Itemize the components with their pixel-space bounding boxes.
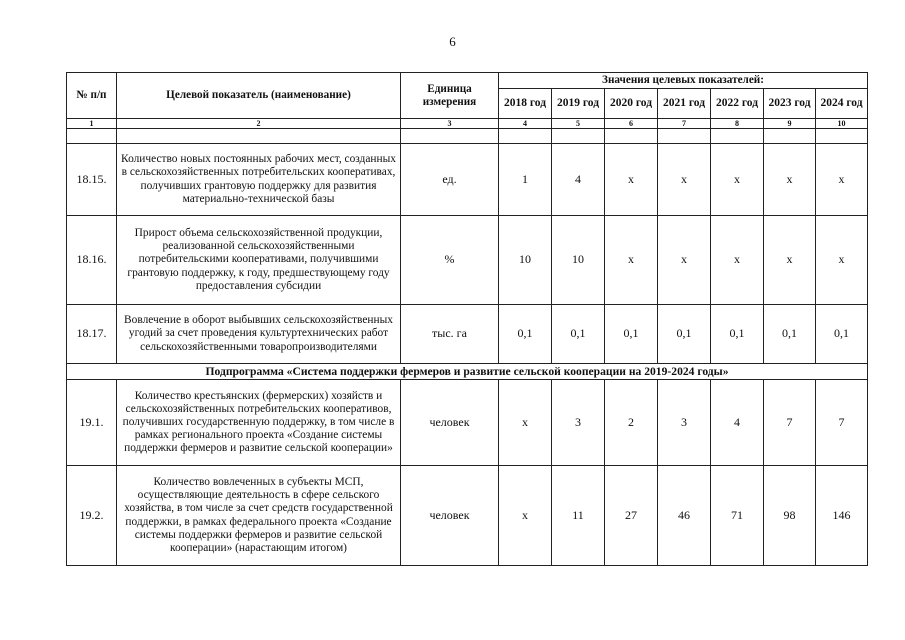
- header-unit: Единица измерения: [401, 73, 499, 119]
- value-cell: 46: [658, 466, 711, 566]
- value-cell: x: [816, 216, 868, 305]
- column-number: 3: [401, 119, 499, 129]
- row-number: 18.15.: [67, 144, 117, 216]
- value-cell: x: [499, 466, 552, 566]
- value-cell: x: [658, 144, 711, 216]
- indicator-name: Количество новых постоянных рабочих мест, созданных в сельскохозяйственных потребительских кооперативах, получивших грантовую поддержку для развития материально-технической базы: [117, 144, 401, 216]
- table-header: [67, 73, 868, 129]
- value-cell: 0,1: [552, 305, 605, 364]
- header-year: 2020 год: [605, 89, 658, 119]
- column-number: 1: [67, 119, 117, 129]
- value-cell: 7: [816, 380, 868, 466]
- value-cell: x: [499, 380, 552, 466]
- indicator-name: Количество крестьянских (фермерских) хозяйств и сельскохозяйственных потребительских кооперативов, получивших государственную поддержку, в том числе в рамках регионального проекта «Создание системы поддержки фермеров и развитие сельской кооперации»: [117, 380, 401, 466]
- value-cell: 2: [605, 380, 658, 466]
- value-cell: 0,1: [764, 305, 816, 364]
- value-cell: 0,1: [711, 305, 764, 364]
- indicator-unit: человек: [401, 466, 499, 566]
- value-cell: x: [816, 144, 868, 216]
- indicators-table: [66, 72, 868, 566]
- table-row: [67, 380, 868, 466]
- indicator-unit: %: [401, 216, 499, 305]
- header-values-group: Значения целевых показателей:: [499, 73, 868, 89]
- indicator-unit: тыс. га: [401, 305, 499, 364]
- value-cell: 71: [711, 466, 764, 566]
- row-number: 19.2.: [67, 466, 117, 566]
- value-cell: 98: [764, 466, 816, 566]
- column-number: 9: [764, 119, 816, 129]
- value-cell: x: [658, 216, 711, 305]
- value-cell: 3: [658, 380, 711, 466]
- column-number: 6: [605, 119, 658, 129]
- header-num: № п/п: [67, 73, 117, 119]
- table-row: [67, 305, 868, 364]
- page-number: 6: [449, 34, 456, 49]
- value-cell: 4: [711, 380, 764, 466]
- value-cell: x: [764, 144, 816, 216]
- value-cell: 10: [499, 216, 552, 305]
- blank-row: [67, 129, 868, 144]
- header-year: 2019 год: [552, 89, 605, 119]
- value-cell: x: [605, 144, 658, 216]
- value-cell: 7: [764, 380, 816, 466]
- header-year: 2018 год: [499, 89, 552, 119]
- value-cell: x: [711, 216, 764, 305]
- table-row: [67, 466, 868, 566]
- header-year: 2022 год: [711, 89, 764, 119]
- value-cell: 3: [552, 380, 605, 466]
- value-cell: 4: [552, 144, 605, 216]
- column-number: 5: [552, 119, 605, 129]
- column-number: 8: [711, 119, 764, 129]
- value-cell: 0,1: [816, 305, 868, 364]
- table-row: [67, 144, 868, 216]
- value-cell: x: [764, 216, 816, 305]
- header-year: 2024 год: [816, 89, 868, 119]
- column-number: 7: [658, 119, 711, 129]
- value-cell: x: [711, 144, 764, 216]
- indicator-name: Количество вовлеченных в субъекты МСП, осуществляющие деятельность в сфере сельского хозяйства, в том числе за счет средств государственной поддержки, в рамках федерального проекта «Создание системы поддержки фермеров и развитие сельской кооперации» (нарастающим итогом): [117, 466, 401, 566]
- section-title: Подпрограмма «Система поддержки фермеров и развитие сельской кооперации на 2019-2024 годы»: [67, 364, 868, 380]
- value-cell: 11: [552, 466, 605, 566]
- value-cell: 0,1: [499, 305, 552, 364]
- header-indicator: Целевой показатель (наименование): [117, 73, 401, 119]
- column-number: 4: [499, 119, 552, 129]
- value-cell: 27: [605, 466, 658, 566]
- column-numbers-row: [67, 119, 868, 129]
- column-number: 2: [117, 119, 401, 129]
- value-cell: 1: [499, 144, 552, 216]
- row-number: 18.17.: [67, 305, 117, 364]
- indicator-name: Вовлечение в оборот выбывших сельскохозяйственных угодий за счет проведения культуртехнических работ сельскохозяйственными товаропроизводителями: [117, 305, 401, 364]
- value-cell: 0,1: [605, 305, 658, 364]
- indicator-name: Прирост объема сельскохозяйственной продукции, реализованной сельскохозяйственными потребительскими кооперативами, получившими грантовую поддержку, к году, предшествующему году предоставления субсидии: [117, 216, 401, 305]
- value-cell: 0,1: [658, 305, 711, 364]
- section-row: [67, 364, 868, 380]
- value-cell: x: [605, 216, 658, 305]
- header-year: 2021 год: [658, 89, 711, 119]
- column-number: 10: [816, 119, 868, 129]
- indicator-unit: человек: [401, 380, 499, 466]
- row-number: 18.16.: [67, 216, 117, 305]
- row-number: 19.1.: [67, 380, 117, 466]
- indicator-unit: ед.: [401, 144, 499, 216]
- table-row: [67, 216, 868, 305]
- header-year: 2023 год: [764, 89, 816, 119]
- value-cell: 146: [816, 466, 868, 566]
- value-cell: 10: [552, 216, 605, 305]
